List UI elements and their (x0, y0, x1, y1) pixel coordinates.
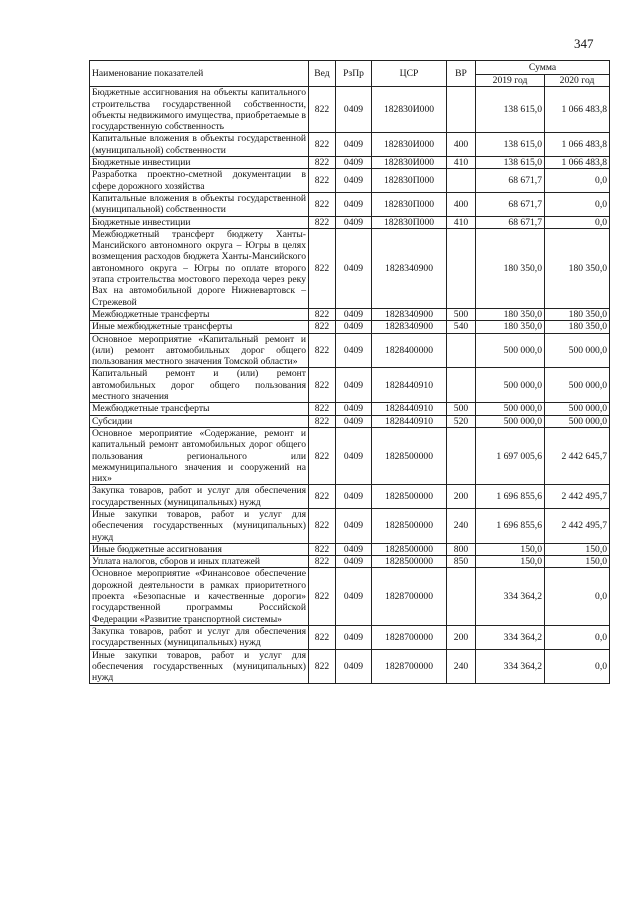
row-sum-2019: 334 364,2 (476, 625, 545, 649)
row-sum-2020: 0,0 (545, 649, 610, 684)
page-number: 347 (574, 36, 594, 51)
row-sum-2019: 138 615,0 (476, 87, 545, 133)
row-rzpr: 0409 (336, 228, 372, 308)
row-sum-2020: 2 442 645,7 (545, 427, 610, 484)
row-vr: 400 (447, 133, 476, 157)
header-year-2020: 2020 год (545, 75, 610, 87)
row-name: Основное мероприятие «Содержание, ремонт и капитальный ремонт автомобильных дорог общего пользования регионального или межмуниципального значения и сооружений на них» (90, 427, 309, 484)
row-sum-2020: 2 442 495,7 (545, 508, 610, 543)
row-sum-2020: 1 066 483,8 (545, 133, 610, 157)
row-vr (447, 368, 476, 403)
row-sum-2019: 138 615,0 (476, 133, 545, 157)
row-name: Основное мероприятие «Финансовое обеспечение дорожной деятельности в рамках приоритетного проекта «Безопасные и качественные дороги» государственной программы Российской Федерации «Развитие транспортной системы» (90, 568, 309, 625)
row-ved: 822 (309, 649, 336, 684)
row-ved: 822 (309, 556, 336, 568)
row-ved: 822 (309, 333, 336, 368)
row-vr: 200 (447, 625, 476, 649)
table-row (90, 133, 610, 157)
row-name: Разработка проектно-сметной документации в сфере дорожного хозяйства (90, 169, 309, 193)
row-ved: 822 (309, 415, 336, 427)
row-name: Межбюджетные трансферты (90, 403, 309, 415)
row-sum-2019: 150,0 (476, 556, 545, 568)
row-sum-2019: 1 696 855,6 (476, 508, 545, 543)
row-csr: 1828700000 (372, 568, 447, 625)
row-rzpr: 0409 (336, 333, 372, 368)
row-name: Основное мероприятие «Капитальный ремонт и (или) ремонт автомобильных дорог общего пользования местного значения Томской области» (90, 333, 309, 368)
row-vr: 200 (447, 485, 476, 509)
table-row (90, 333, 610, 368)
header-vr: ВР (447, 61, 476, 87)
row-name: Субсидии (90, 415, 309, 427)
row-vr (447, 333, 476, 368)
row-name: Иные закупки товаров, работ и услуг для обеспечения государственных (муниципальных) нужд (90, 508, 309, 543)
header-name: Наименование показателей (90, 61, 309, 87)
row-sum-2020: 0,0 (545, 568, 610, 625)
row-sum-2020: 0,0 (545, 169, 610, 193)
row-csr: 1828440910 (372, 403, 447, 415)
row-ved: 822 (309, 133, 336, 157)
row-sum-2020: 500 000,0 (545, 415, 610, 427)
row-name: Иные закупки товаров, работ и услуг для обеспечения государственных (муниципальных) нужд (90, 649, 309, 684)
row-ved: 822 (309, 308, 336, 320)
header-ved: Вед (309, 61, 336, 87)
row-csr: 182830И000 (372, 87, 447, 133)
row-csr: 1828500000 (372, 485, 447, 509)
row-name: Капитальные вложения в объекты государственной (муниципальной) собственности (90, 133, 309, 157)
row-vr: 540 (447, 321, 476, 333)
row-rzpr: 0409 (336, 308, 372, 320)
row-rzpr: 0409 (336, 403, 372, 415)
row-ved: 822 (309, 625, 336, 649)
table-row (90, 403, 610, 415)
row-sum-2019: 180 350,0 (476, 308, 545, 320)
row-vr (447, 427, 476, 484)
table-row (90, 508, 610, 543)
row-sum-2019: 500 000,0 (476, 333, 545, 368)
row-name: Иные межбюджетные трансферты (90, 321, 309, 333)
row-vr: 400 (447, 192, 476, 216)
row-csr: 1828340900 (372, 321, 447, 333)
row-csr: 1828400000 (372, 333, 447, 368)
row-ved: 822 (309, 508, 336, 543)
row-rzpr: 0409 (336, 543, 372, 555)
header-sum: Сумма (476, 61, 610, 75)
row-csr: 182830И000 (372, 133, 447, 157)
row-sum-2020: 150,0 (545, 543, 610, 555)
row-vr: 850 (447, 556, 476, 568)
row-csr: 1828340900 (372, 228, 447, 308)
row-sum-2020: 500 000,0 (545, 368, 610, 403)
row-name: Закупка товаров, работ и услуг для обеспечения государственных (муниципальных) нужд (90, 625, 309, 649)
row-sum-2019: 68 671,7 (476, 169, 545, 193)
row-rzpr: 0409 (336, 625, 372, 649)
row-rzpr: 0409 (336, 485, 372, 509)
row-rzpr: 0409 (336, 427, 372, 484)
row-name: Бюджетные инвестиции (90, 216, 309, 228)
row-vr: 410 (447, 157, 476, 169)
table-row (90, 485, 610, 509)
row-vr: 500 (447, 308, 476, 320)
row-sum-2019: 500 000,0 (476, 403, 545, 415)
row-vr (447, 568, 476, 625)
row-name: Закупка товаров, работ и услуг для обеспечения государственных (муниципальных) нужд (90, 485, 309, 509)
table-row (90, 543, 610, 555)
row-name: Иные бюджетные ассигнования (90, 543, 309, 555)
header-csr: ЦСР (372, 61, 447, 87)
table-row (90, 568, 610, 625)
table-row (90, 321, 610, 333)
row-sum-2019: 1 696 855,6 (476, 485, 545, 509)
table-row (90, 216, 610, 228)
row-csr: 1828500000 (372, 543, 447, 555)
row-sum-2020: 1 066 483,8 (545, 157, 610, 169)
row-rzpr: 0409 (336, 368, 372, 403)
row-name: Межбюджетные трансферты (90, 308, 309, 320)
budget-table (89, 60, 610, 684)
row-vr: 800 (447, 543, 476, 555)
row-ved: 822 (309, 543, 336, 555)
row-sum-2020: 180 350,0 (545, 228, 610, 308)
row-rzpr: 0409 (336, 649, 372, 684)
row-vr (447, 228, 476, 308)
row-sum-2019: 180 350,0 (476, 321, 545, 333)
row-sum-2019: 500 000,0 (476, 415, 545, 427)
row-ved: 822 (309, 321, 336, 333)
row-rzpr: 0409 (336, 169, 372, 193)
row-sum-2019: 68 671,7 (476, 192, 545, 216)
row-ved: 822 (309, 485, 336, 509)
table-row (90, 308, 610, 320)
row-sum-2020: 0,0 (545, 192, 610, 216)
row-sum-2020: 1 066 483,8 (545, 87, 610, 133)
row-rzpr: 0409 (336, 133, 372, 157)
row-sum-2020: 500 000,0 (545, 403, 610, 415)
row-csr: 182830И000 (372, 157, 447, 169)
row-rzpr: 0409 (336, 321, 372, 333)
row-vr: 410 (447, 216, 476, 228)
row-rzpr: 0409 (336, 568, 372, 625)
row-rzpr: 0409 (336, 192, 372, 216)
row-sum-2020: 180 350,0 (545, 321, 610, 333)
table-row (90, 228, 610, 308)
row-rzpr: 0409 (336, 556, 372, 568)
row-csr: 182830П000 (372, 216, 447, 228)
row-ved: 822 (309, 368, 336, 403)
table-row (90, 427, 610, 484)
row-sum-2019: 1 697 005,6 (476, 427, 545, 484)
row-csr: 1828440910 (372, 415, 447, 427)
row-csr: 1828440910 (372, 368, 447, 403)
table-row (90, 415, 610, 427)
row-rzpr: 0409 (336, 415, 372, 427)
row-csr: 1828340900 (372, 308, 447, 320)
row-sum-2019: 138 615,0 (476, 157, 545, 169)
row-sum-2020: 0,0 (545, 625, 610, 649)
row-vr (447, 169, 476, 193)
header-rzpr: РзПр (336, 61, 372, 87)
table-row (90, 192, 610, 216)
table-row (90, 556, 610, 568)
row-ved: 822 (309, 169, 336, 193)
row-name: Межбюджетный трансферт бюджету Ханты-Мансийского автономного округа – Югры в целях возмещения расходов бюджета Ханты-Мансийского автономного округа – Югры по оплате второго этапа строительства мостового перехода через реку Вах на автомобильной дороге Нижневартовск – Стрежевой (90, 228, 309, 308)
row-vr: 240 (447, 649, 476, 684)
row-csr: 1828500000 (372, 508, 447, 543)
row-sum-2020: 180 350,0 (545, 308, 610, 320)
row-sum-2020: 0,0 (545, 216, 610, 228)
row-vr: 500 (447, 403, 476, 415)
header-year-2019: 2019 год (476, 75, 545, 87)
row-ved: 822 (309, 87, 336, 133)
row-ved: 822 (309, 216, 336, 228)
row-ved: 822 (309, 192, 336, 216)
row-sum-2019: 334 364,2 (476, 568, 545, 625)
row-ved: 822 (309, 403, 336, 415)
row-name: Капитальный ремонт и (или) ремонт автомобильных дорог общего пользования местного значения (90, 368, 309, 403)
row-rzpr: 0409 (336, 87, 372, 133)
row-rzpr: 0409 (336, 216, 372, 228)
row-name: Уплата налогов, сборов и иных платежей (90, 556, 309, 568)
row-sum-2019: 68 671,7 (476, 216, 545, 228)
row-sum-2019: 334 364,2 (476, 649, 545, 684)
row-ved: 822 (309, 228, 336, 308)
row-ved: 822 (309, 568, 336, 625)
row-sum-2020: 150,0 (545, 556, 610, 568)
row-sum-2020: 2 442 495,7 (545, 485, 610, 509)
row-sum-2019: 500 000,0 (476, 368, 545, 403)
table-row (90, 87, 610, 133)
table-row (90, 368, 610, 403)
row-vr: 520 (447, 415, 476, 427)
row-ved: 822 (309, 157, 336, 169)
table-row (90, 625, 610, 649)
row-name: Капитальные вложения в объекты государственной (муниципальной) собственности (90, 192, 309, 216)
row-vr (447, 87, 476, 133)
row-csr: 1828700000 (372, 649, 447, 684)
row-csr: 1828700000 (372, 625, 447, 649)
row-csr: 1828500000 (372, 427, 447, 484)
row-sum-2019: 180 350,0 (476, 228, 545, 308)
row-sum-2019: 150,0 (476, 543, 545, 555)
row-name: Бюджетные инвестиции (90, 157, 309, 169)
table-row (90, 169, 610, 193)
table-row (90, 157, 610, 169)
row-csr: 1828500000 (372, 556, 447, 568)
table-row (90, 649, 610, 684)
row-rzpr: 0409 (336, 508, 372, 543)
row-name: Бюджетные ассигнования на объекты капитального строительства государственной собственности, объекты недвижимого имущества, приобретаемые в государственную собственность (90, 87, 309, 133)
row-csr: 182830П000 (372, 169, 447, 193)
row-sum-2020: 500 000,0 (545, 333, 610, 368)
row-rzpr: 0409 (336, 157, 372, 169)
row-csr: 182830П000 (372, 192, 447, 216)
row-vr: 240 (447, 508, 476, 543)
row-ved: 822 (309, 427, 336, 484)
